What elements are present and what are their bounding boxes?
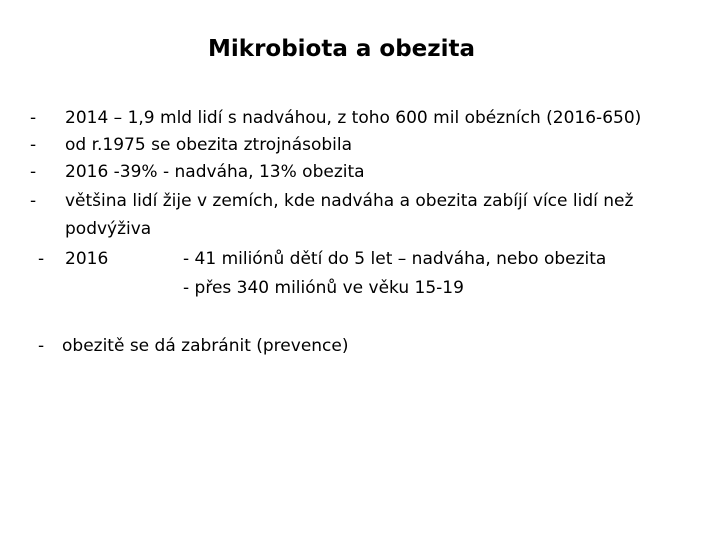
bullet-2016-year: 2016 — [65, 249, 109, 269]
bullet-text-3: 2016 -39% - nadváha, 13% obezita — [65, 162, 365, 182]
bullet-text-4: většina lidí žije v zemích, kde nadváha a obezita zabíjí více lidí než — [65, 191, 634, 211]
bullet-text-last: obezitě se dá zabránit (prevence) — [62, 336, 349, 356]
bullet-dash: - — [30, 108, 37, 128]
bullet-2016-detail-2: - přes 340 miliónů ve věku 15-19 — [183, 278, 464, 298]
bullet-text-2: od r.1975 se obezita ztrojnásobila — [65, 135, 353, 155]
slide-title: Mikrobiota a obezita — [208, 36, 476, 62]
bullet-text-1: 2014 – 1,9 mld lidí s nadváhou, z toho 600 mil obézních (2016-650) — [65, 108, 642, 128]
bullet-dash: - — [38, 336, 45, 356]
bullet-dash: - — [30, 135, 37, 155]
bullet-text-4-continued: podvýživa — [65, 219, 152, 239]
bullet-dash: - — [30, 191, 37, 211]
bullet-2016-detail-1: - 41 miliónů dětí do 5 let – nadváha, nebo obezita — [183, 249, 607, 269]
bullet-dash: - — [30, 162, 37, 182]
bullet-dash: - — [38, 249, 45, 269]
